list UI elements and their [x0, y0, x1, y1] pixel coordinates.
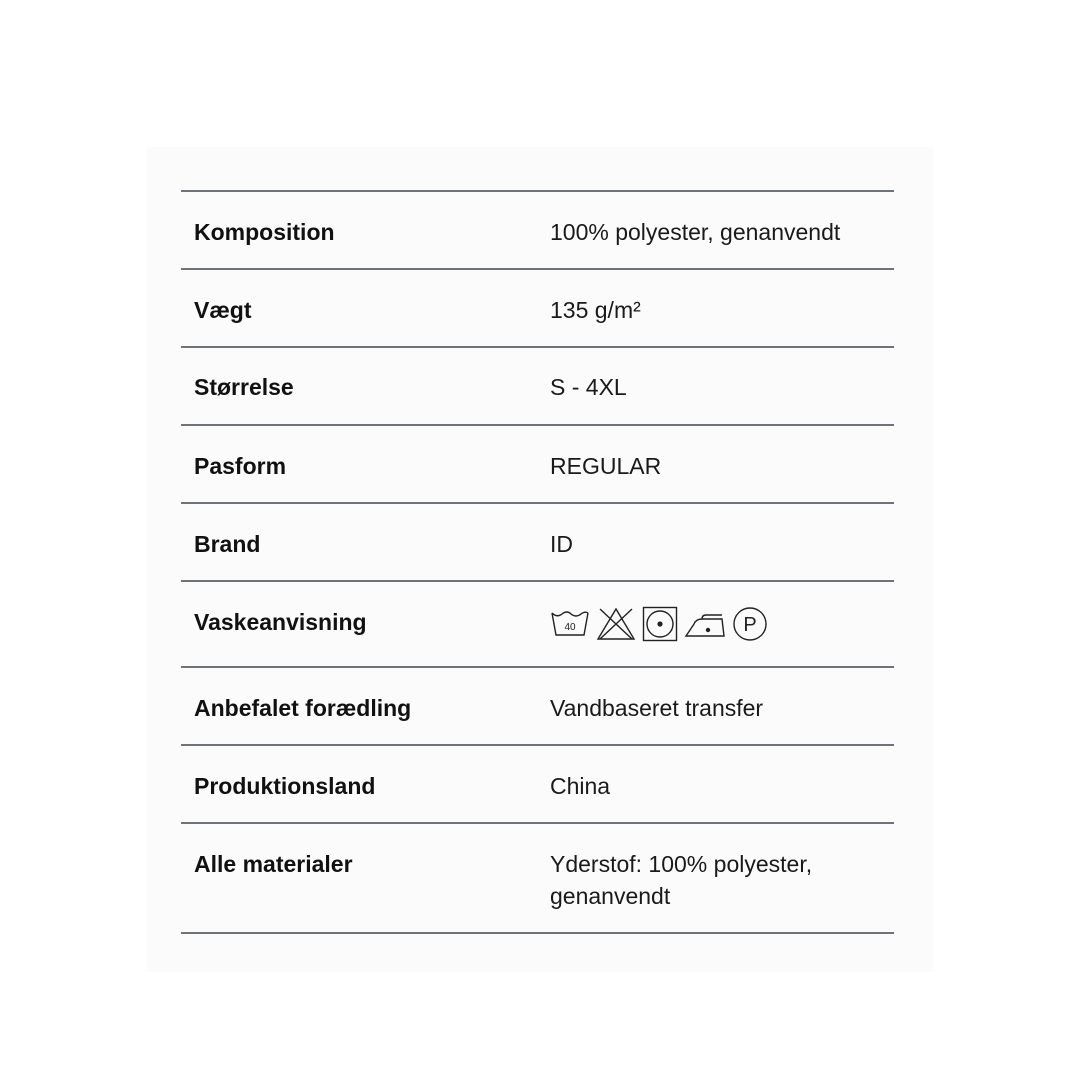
spec-label: Produktionsland [194, 773, 376, 799]
wash-temperature: 40 [564, 622, 576, 633]
spec-row-pasform [181, 424, 894, 502]
spec-row-anbefalet-foraedling [181, 666, 894, 744]
product-spec-table [181, 190, 894, 934]
dry-clean-letter: P [743, 614, 757, 636]
spec-value-line: genanvendt [550, 883, 671, 909]
spec-row-vaegt [181, 268, 894, 346]
spec-value: 135 g/m² [550, 297, 641, 323]
care-instructions [550, 606, 768, 642]
spec-value: REGULAR [550, 453, 662, 479]
spec-label: Vægt [194, 297, 252, 323]
spec-value-line: Yderstof: 100% polyester, [550, 851, 813, 877]
do-not-bleach-icon [596, 607, 636, 641]
spec-value: ID [550, 531, 573, 557]
spec-label: Pasform [194, 453, 287, 479]
dry-clean-p-icon [732, 606, 768, 642]
spec-value: Vandbaseret transfer [550, 695, 764, 721]
spec-row-produktionsland [181, 744, 894, 822]
spec-label: Størrelse [194, 374, 294, 400]
spec-row-vaskeanvisning [181, 580, 894, 666]
spec-row-stoerrelse [181, 346, 894, 424]
iron-low-icon [684, 609, 726, 639]
spec-label: Vaskeanvisning [194, 609, 367, 635]
spec-label: Anbefalet forædling [194, 695, 412, 721]
spec-label: Brand [194, 531, 261, 557]
tumble-dry-low-icon [642, 606, 678, 642]
spec-label: Komposition [194, 219, 335, 245]
spec-row-komposition [181, 190, 894, 268]
spec-value: S - 4XL [550, 374, 627, 400]
spec-label: Alle materialer [194, 851, 353, 877]
spec-value [550, 848, 890, 912]
spec-value: China [550, 773, 611, 799]
spec-value: 100% polyester, genanvendt [550, 219, 841, 245]
spec-row-brand [181, 502, 894, 580]
spec-row-alle-materialer [181, 822, 894, 934]
wash-40-icon [550, 609, 590, 639]
